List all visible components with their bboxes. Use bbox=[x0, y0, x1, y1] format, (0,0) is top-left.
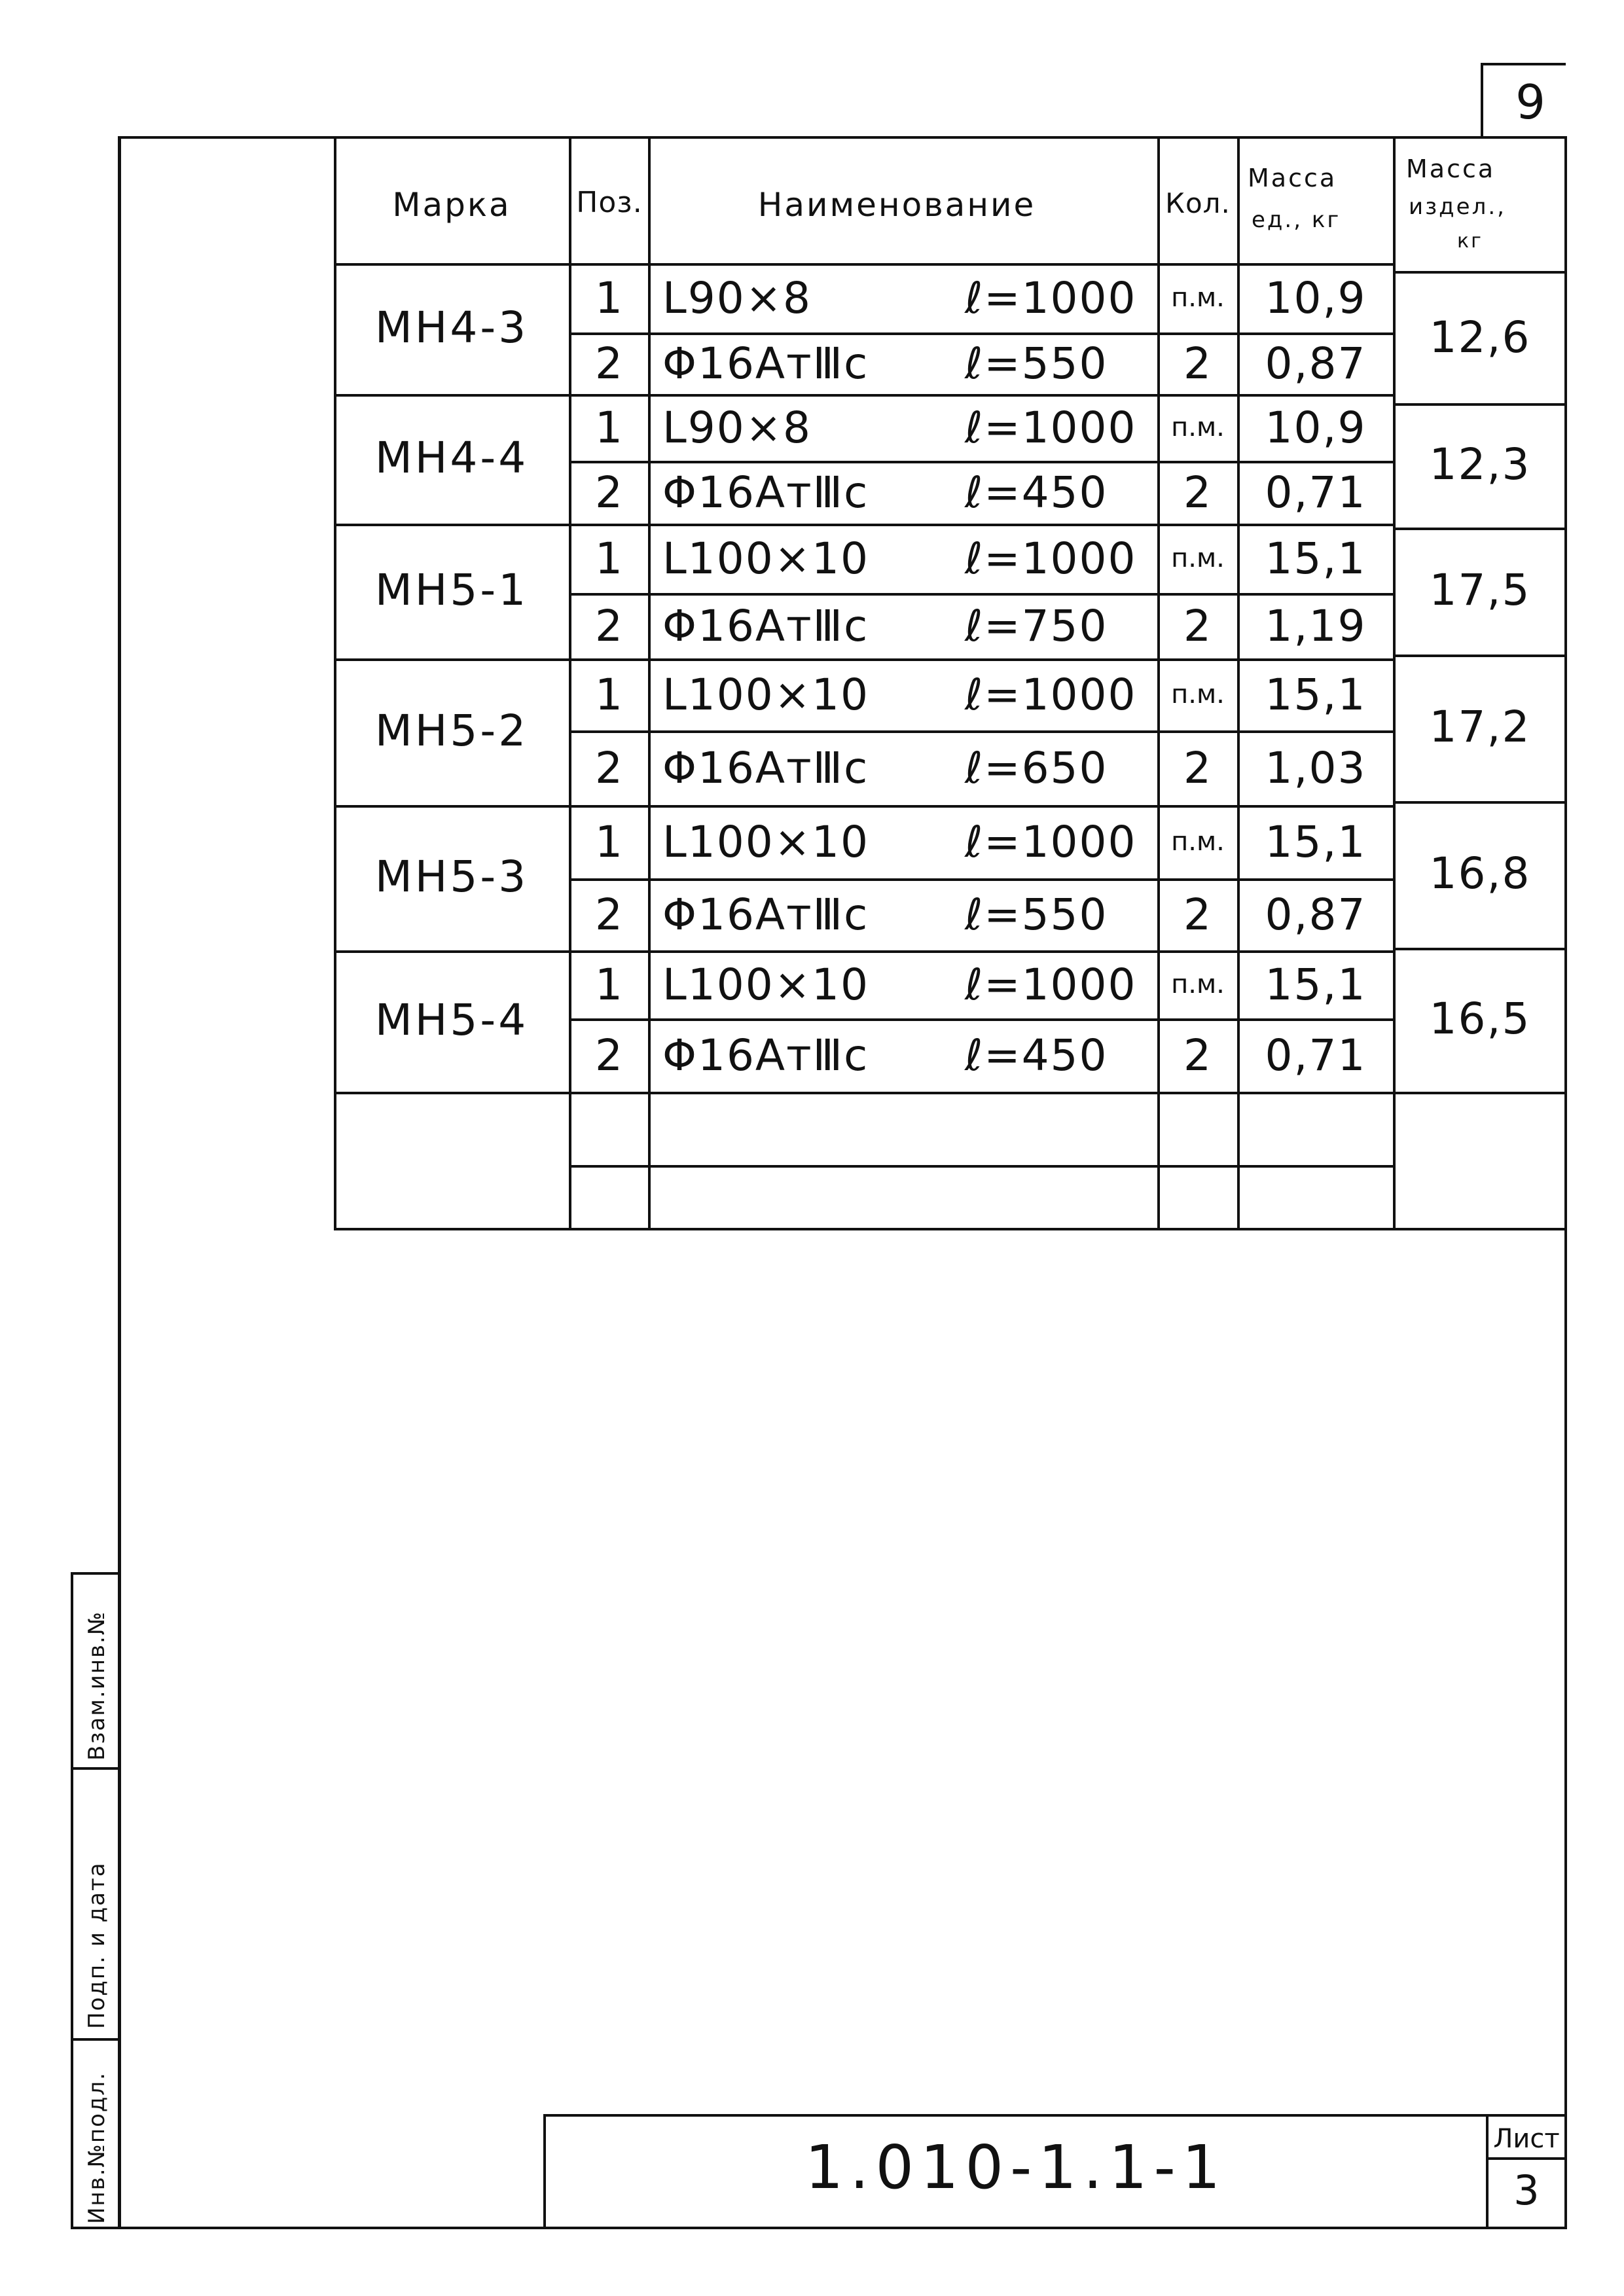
row-name: Φ16АтⅢс bbox=[662, 743, 869, 793]
empty-row-line-1 bbox=[334, 1092, 1567, 1094]
title-block-top bbox=[543, 2114, 1567, 2117]
row-name: L100×10 bbox=[662, 670, 870, 720]
side-stamp-left bbox=[71, 1572, 73, 2228]
group-mark: МН4-4 bbox=[374, 433, 529, 483]
table-bottom bbox=[334, 1228, 1567, 1230]
side-stamp-sep1 bbox=[71, 1767, 120, 1770]
header-item-mass-3: кг bbox=[1457, 230, 1483, 253]
row-qty: 2 bbox=[1183, 743, 1212, 793]
row-name: Φ16АтⅢс bbox=[662, 889, 869, 940]
title-block-sheet-hline bbox=[1486, 2157, 1567, 2160]
row-length: ℓ=450 bbox=[965, 1030, 1108, 1081]
header-line bbox=[334, 263, 1393, 266]
side-stamp-inv-podl: Инв.№подл. bbox=[84, 2072, 110, 2224]
header-item-mass-2: издел., bbox=[1409, 194, 1506, 220]
col-line-5 bbox=[1393, 136, 1396, 1230]
row-sep-2 bbox=[569, 593, 1393, 596]
group-mark: МН5-1 bbox=[374, 565, 529, 615]
row-sep-3 bbox=[569, 730, 1393, 733]
group-item-mass: 17,5 bbox=[1429, 565, 1531, 615]
side-stamp-sep2 bbox=[71, 2038, 120, 2041]
item-mass-line-2 bbox=[1393, 655, 1567, 657]
header-unit-mass-2: ед., кг bbox=[1252, 207, 1341, 233]
row-unit-mass: 15,1 bbox=[1265, 960, 1367, 1010]
row-name: Φ16АтⅢс bbox=[662, 1030, 869, 1081]
row-pos: 1 bbox=[595, 533, 624, 584]
row-pos: 2 bbox=[595, 1030, 624, 1081]
row-unit-mass: 0,71 bbox=[1265, 467, 1367, 518]
title-block-left bbox=[543, 2114, 546, 2228]
group-line-3 bbox=[334, 805, 1393, 808]
header-pos: Поз. bbox=[576, 186, 643, 219]
row-unit-mass: 0,87 bbox=[1265, 889, 1367, 940]
group-item-mass: 12,6 bbox=[1429, 312, 1531, 363]
row-unit-mass: 10,9 bbox=[1265, 403, 1367, 453]
group-line-4 bbox=[334, 950, 1393, 953]
group-mark: МН5-4 bbox=[374, 995, 529, 1045]
row-qty: п.м. bbox=[1171, 283, 1225, 313]
header-name: Наименование bbox=[757, 186, 1036, 224]
row-pos: 2 bbox=[595, 889, 624, 940]
item-mass-line-0 bbox=[1393, 403, 1567, 406]
document-code: 1.010-1.1-1 bbox=[804, 2132, 1227, 2202]
row-qty: п.м. bbox=[1171, 969, 1225, 999]
row-name: L100×10 bbox=[662, 960, 870, 1010]
header-mark: Марка bbox=[392, 186, 511, 224]
row-unit-mass: 0,71 bbox=[1265, 1030, 1367, 1081]
row-pos: 1 bbox=[595, 817, 624, 867]
col-line-3 bbox=[1157, 136, 1160, 1230]
row-unit-mass: 15,1 bbox=[1265, 533, 1367, 584]
row-pos: 1 bbox=[595, 273, 624, 323]
row-length: ℓ=450 bbox=[965, 467, 1108, 518]
row-qty: 2 bbox=[1183, 1030, 1212, 1081]
row-length: ℓ=1000 bbox=[965, 670, 1137, 720]
group-mark: МН5-3 bbox=[374, 852, 529, 902]
row-length: ℓ=550 bbox=[965, 889, 1108, 940]
header-unit-mass-1: Масса bbox=[1248, 164, 1337, 192]
group-mark: МН5-2 bbox=[374, 706, 529, 756]
col-line-0 bbox=[334, 136, 336, 1230]
row-name: L100×10 bbox=[662, 817, 870, 867]
row-length: ℓ=1000 bbox=[965, 533, 1137, 584]
row-length: ℓ=1000 bbox=[965, 273, 1137, 323]
header-item-mass-1: Масса bbox=[1406, 154, 1496, 183]
group-line-0 bbox=[334, 394, 1393, 397]
group-item-mass: 12,3 bbox=[1429, 439, 1531, 490]
row-name: Φ16АтⅢс bbox=[662, 601, 869, 651]
row-qty: 2 bbox=[1183, 467, 1212, 518]
row-qty: п.м. bbox=[1171, 679, 1225, 709]
sheet-label: Лист bbox=[1493, 2124, 1560, 2154]
row-qty: 2 bbox=[1183, 338, 1212, 389]
col-line-2 bbox=[648, 136, 651, 1230]
row-name: L100×10 bbox=[662, 533, 870, 584]
header-qty: Кол. bbox=[1165, 187, 1231, 219]
side-stamp-podp-data: Подп. и дата bbox=[84, 1861, 110, 2029]
row-unit-mass: 15,1 bbox=[1265, 670, 1367, 720]
row-unit-mass: 1,19 bbox=[1265, 601, 1367, 651]
header-line-last bbox=[1393, 271, 1567, 274]
row-pos: 2 bbox=[595, 338, 624, 389]
row-length: ℓ=550 bbox=[965, 338, 1108, 389]
title-block-sheet-sep bbox=[1486, 2114, 1489, 2228]
group-item-mass: 16,8 bbox=[1429, 848, 1531, 899]
item-mass-line-1 bbox=[1393, 528, 1567, 530]
row-qty: п.м. bbox=[1171, 412, 1225, 442]
item-mass-line-3 bbox=[1393, 801, 1567, 804]
row-qty: 2 bbox=[1183, 601, 1212, 651]
empty-row-line-2 bbox=[569, 1165, 1393, 1168]
group-mark: МН4-3 bbox=[374, 302, 529, 353]
item-mass-line-4 bbox=[1393, 948, 1567, 950]
col-line-1 bbox=[569, 136, 571, 1230]
row-sep-0 bbox=[569, 332, 1393, 335]
row-pos: 1 bbox=[595, 403, 624, 453]
row-length: ℓ=1000 bbox=[965, 817, 1137, 867]
row-unit-mass: 0,87 bbox=[1265, 338, 1367, 389]
row-length: ℓ=1000 bbox=[965, 960, 1137, 1010]
row-pos: 2 bbox=[595, 467, 624, 518]
side-stamp-top bbox=[71, 1572, 120, 1575]
row-qty: п.м. bbox=[1171, 827, 1225, 857]
group-item-mass: 17,2 bbox=[1429, 702, 1531, 752]
page-number: 9 bbox=[1515, 75, 1545, 130]
row-length: ℓ=750 bbox=[965, 601, 1108, 651]
row-length: ℓ=650 bbox=[965, 743, 1108, 793]
row-unit-mass: 10,9 bbox=[1265, 273, 1367, 323]
row-name: L90×8 bbox=[662, 273, 812, 323]
side-stamp-vzam-inv: Взам.инв.№ bbox=[84, 1610, 110, 1761]
row-pos: 1 bbox=[595, 960, 624, 1010]
row-sep-1 bbox=[569, 461, 1393, 463]
row-pos: 2 bbox=[595, 743, 624, 793]
row-name: Φ16АтⅢс bbox=[662, 467, 869, 518]
row-qty: п.м. bbox=[1171, 543, 1225, 573]
group-line-2 bbox=[334, 658, 1393, 661]
row-unit-mass: 1,03 bbox=[1265, 743, 1367, 793]
row-pos: 1 bbox=[595, 670, 624, 720]
group-item-mass: 16,5 bbox=[1429, 994, 1531, 1044]
col-line-4 bbox=[1237, 136, 1240, 1230]
row-sep-4 bbox=[569, 878, 1393, 881]
sheet-number: 3 bbox=[1513, 2166, 1540, 2214]
row-name: L90×8 bbox=[662, 403, 812, 453]
row-sep-5 bbox=[569, 1018, 1393, 1021]
row-length: ℓ=1000 bbox=[965, 403, 1137, 453]
row-pos: 2 bbox=[595, 601, 624, 651]
row-name: Φ16АтⅢс bbox=[662, 338, 869, 389]
group-line-1 bbox=[334, 524, 1393, 526]
row-unit-mass: 15,1 bbox=[1265, 817, 1367, 867]
frame-bottom bbox=[71, 2227, 1567, 2229]
row-qty: 2 bbox=[1183, 889, 1212, 940]
